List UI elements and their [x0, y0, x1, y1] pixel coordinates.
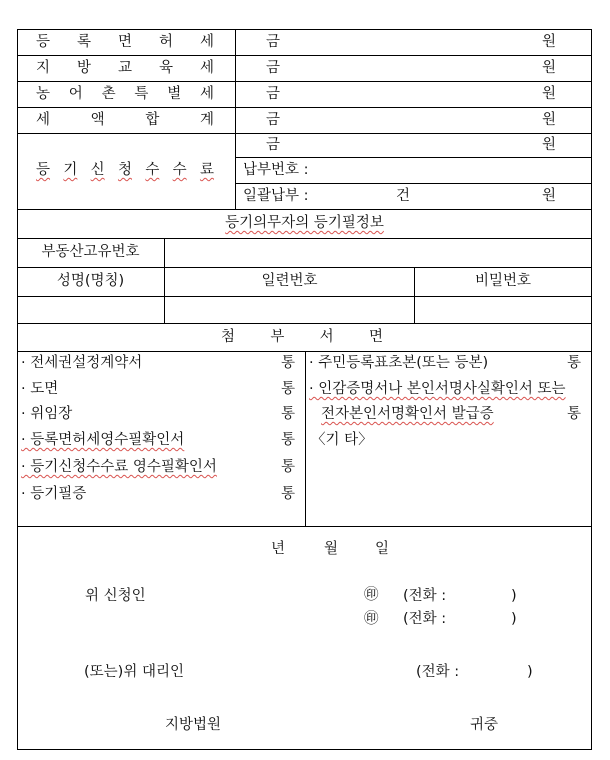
bulk-count-unit: 건	[396, 188, 411, 204]
attachment-unit: 통	[567, 355, 582, 371]
rule	[17, 81, 592, 82]
agent-label: (또는)위 대리인	[84, 664, 184, 680]
frame-bottom	[17, 749, 592, 750]
name-label: 성명(명칭)	[56, 273, 125, 289]
attachments-divider	[305, 351, 306, 527]
fee-label-registration-tax: 등 록 면 허 세	[36, 34, 214, 50]
amount-label: 금	[266, 112, 281, 128]
rule	[17, 238, 592, 239]
attachment-item: · 전세권설정계약서	[21, 355, 143, 371]
attachment-item: · 등기신청수수료 영수필확인서	[21, 459, 217, 475]
phone-label: (전화 :	[416, 664, 460, 680]
addressee: 귀중	[470, 717, 499, 733]
fee-label-tax-total: 세 액 합 계	[36, 112, 214, 128]
registration-fee-label: 등 기 신 청 수 수 료	[36, 162, 214, 178]
phone-close: )	[511, 588, 517, 604]
date-month: 월	[324, 541, 339, 557]
bulk-payment-label: 일괄납부 :	[243, 188, 309, 204]
phone-label: (전화 :	[403, 611, 447, 627]
serial-number-label: 일련번호	[261, 273, 318, 289]
obligor-info-title: 등기의무자의 등기필정보	[225, 215, 384, 231]
attachment-item: · 등록면허세영수필확인서	[21, 432, 185, 448]
attachment-unit: 통	[281, 486, 296, 502]
property-id-label: 부동산고유번호	[41, 244, 140, 260]
court-label: 지방법원	[165, 717, 222, 733]
attachment-unit: 통	[281, 459, 296, 475]
attachment-item: · 등기필증	[21, 486, 87, 502]
rule	[17, 296, 592, 297]
attachment-unit: 통	[567, 406, 582, 422]
rule	[235, 157, 592, 158]
attachment-unit: 통	[281, 406, 296, 422]
unit-won: 원	[542, 137, 557, 153]
seal-mark: ㊞	[364, 611, 379, 627]
unit-won: 원	[542, 112, 557, 128]
rule	[17, 133, 592, 134]
unit-won: 원	[542, 188, 557, 204]
attachment-unit: 통	[281, 355, 296, 371]
phone-label: (전화 :	[403, 588, 447, 604]
rule	[17, 209, 592, 210]
attachment-item: · 주민등록표초본(또는 등본)	[309, 355, 489, 371]
serial-number-field[interactable]	[166, 298, 413, 322]
date-year: 년	[271, 541, 286, 557]
amount-label: 금	[266, 60, 281, 76]
amount-label: 금	[266, 34, 281, 50]
rule	[235, 183, 592, 184]
unit-won: 원	[542, 34, 557, 50]
attachment-item: · 도면	[21, 381, 59, 397]
attachment-item: · 위임장	[21, 406, 73, 422]
name-field[interactable]	[19, 298, 163, 322]
applicant-label: 위 신청인	[85, 588, 146, 604]
password-label: 비밀번호	[474, 273, 532, 289]
attachment-unit: 통	[281, 432, 296, 448]
frame-left	[17, 29, 18, 750]
frame-top	[17, 29, 592, 30]
rule	[17, 267, 592, 268]
phone-close: )	[511, 611, 517, 627]
fee-label-education-tax: 지 방 교 육 세	[36, 60, 214, 76]
frame-right	[591, 29, 592, 750]
payment-number-label: 납부번호 :	[243, 162, 309, 178]
rule	[17, 107, 592, 108]
attachments-title: 첨 부 서 면	[221, 329, 383, 345]
seal-mark: ㊞	[364, 587, 379, 603]
date-day: 일	[375, 541, 390, 557]
rule	[17, 323, 592, 324]
amount-label: 금	[266, 137, 281, 153]
fee-label-rural-tax: 농 어 촌 특 별 세	[36, 86, 214, 102]
attachment-unit: 통	[281, 381, 296, 397]
attachment-item: · 인감증명서나 본인서명사실확인서 또는	[309, 381, 566, 397]
password-field[interactable]	[416, 298, 590, 322]
phone-close: )	[527, 664, 533, 680]
amount-label: 금	[266, 86, 281, 102]
attachment-item: 전자본인서명확인서 발급증	[321, 406, 494, 422]
attachment-other: 〈기 타〉	[311, 432, 373, 448]
fees-divider	[235, 29, 236, 210]
rule	[17, 55, 592, 56]
unit-won: 원	[542, 86, 557, 102]
property-id-field[interactable]	[166, 240, 590, 266]
unit-won: 원	[542, 60, 557, 76]
